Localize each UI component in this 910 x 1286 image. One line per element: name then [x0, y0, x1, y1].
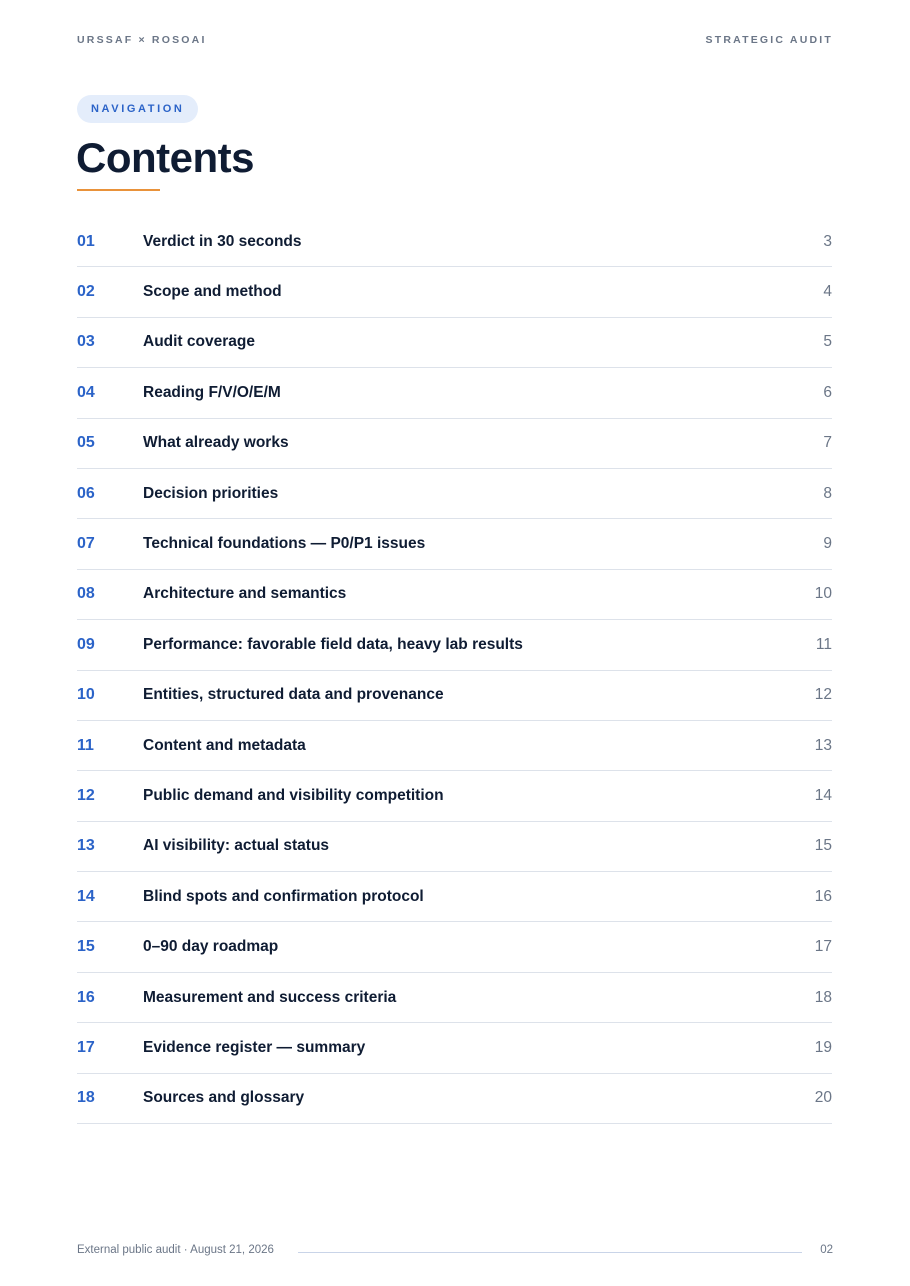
toc-number: 17: [77, 1038, 95, 1056]
toc-page: 17: [814, 938, 832, 956]
title-underline: [77, 189, 160, 191]
toc-label: What already works: [143, 434, 289, 452]
toc-label: Evidence register — summary: [143, 1038, 366, 1056]
toc-row[interactable]: [77, 771, 832, 821]
toc-row[interactable]: [77, 217, 832, 267]
toc-row[interactable]: [77, 419, 832, 469]
toc-row[interactable]: [77, 1023, 832, 1073]
toc-row[interactable]: [77, 1074, 832, 1124]
toc-row[interactable]: [77, 922, 832, 972]
toc-label: Reading F/V/O/E/M: [143, 383, 281, 401]
toc-page: 6: [823, 383, 832, 401]
toc-label: Public demand and visibility competition: [143, 786, 444, 804]
toc-label: Sources and glossary: [143, 1089, 305, 1107]
toc-number: 15: [77, 938, 95, 956]
toc-label: Architecture and semantics: [143, 585, 347, 603]
page-title: Contents: [76, 134, 254, 181]
toc-number: 18: [77, 1089, 95, 1107]
header-brand: URSSAF × ROSOAI: [77, 34, 207, 46]
footer-page-number: 02: [820, 1244, 833, 1256]
toc-label: Content and metadata: [143, 736, 306, 754]
toc-page: 7: [823, 434, 832, 452]
header-doc-type: STRATEGIC AUDIT: [705, 34, 833, 46]
toc-label: Entities, structured data and provenance: [143, 686, 444, 704]
toc-number: 16: [77, 988, 95, 1006]
toc-row[interactable]: [77, 872, 832, 922]
toc-row[interactable]: [77, 973, 832, 1023]
toc-number: 08: [77, 585, 95, 603]
toc-row[interactable]: [77, 570, 832, 620]
toc-row[interactable]: [77, 822, 832, 872]
toc-label: Measurement and success criteria: [143, 988, 397, 1006]
toc-number: 04: [77, 383, 95, 401]
toc-row[interactable]: [77, 469, 832, 519]
toc-number: 07: [77, 535, 95, 553]
toc-page: 20: [814, 1089, 832, 1107]
toc-number: 10: [77, 686, 95, 704]
toc-row[interactable]: [77, 318, 832, 368]
toc-number: 02: [77, 283, 95, 301]
toc-page: 11: [815, 635, 832, 653]
footer-caption: External public audit · August 21, 2026: [77, 1244, 274, 1256]
toc-page: 4: [823, 283, 832, 301]
toc-number: 13: [77, 837, 95, 855]
toc-page: 16: [814, 887, 832, 905]
toc-label: Verdict in 30 seconds: [143, 232, 302, 250]
toc-number: 12: [77, 786, 95, 804]
toc-row[interactable]: [77, 519, 832, 569]
toc-number: 14: [77, 887, 95, 905]
toc-page: 14: [814, 786, 832, 804]
toc-label: Technical foundations — P0/P1 issues: [143, 535, 426, 553]
toc-number: 01: [77, 232, 95, 250]
toc-page: 5: [823, 333, 832, 351]
toc-page: 12: [814, 686, 832, 704]
toc-label: Blind spots and confirmation protocol: [143, 887, 424, 905]
toc-number: 09: [77, 635, 95, 653]
toc-row[interactable]: [77, 368, 832, 418]
toc-number: 05: [77, 434, 95, 452]
toc-label: AI visibility: actual status: [143, 837, 330, 855]
toc-label: Audit coverage: [143, 333, 255, 351]
toc-page: 10: [814, 585, 832, 603]
table-of-contents: [77, 217, 832, 1124]
toc-label: 0–90 day roadmap: [143, 938, 279, 956]
toc-page: 19: [814, 1038, 832, 1056]
toc-label: Performance: favorable field data, heavy lab results: [143, 635, 523, 653]
toc-row[interactable]: [77, 267, 832, 317]
toc-page: 8: [823, 484, 832, 502]
toc-label: Scope and method: [143, 283, 282, 301]
toc-page: 3: [823, 232, 832, 250]
toc-number: 03: [77, 333, 95, 351]
toc-row[interactable]: [77, 721, 832, 771]
toc-page: 15: [814, 837, 832, 855]
toc-label: Decision priorities: [143, 484, 279, 502]
toc-number: 06: [77, 484, 95, 502]
footer-divider: [298, 1252, 802, 1253]
toc-number: 11: [77, 736, 94, 754]
toc-page: 18: [814, 988, 832, 1006]
toc-page: 13: [814, 736, 832, 754]
toc-row[interactable]: [77, 620, 832, 670]
section-badge: NAVIGATION: [77, 95, 198, 123]
toc-row[interactable]: [77, 671, 832, 721]
toc-page: 9: [823, 535, 832, 553]
